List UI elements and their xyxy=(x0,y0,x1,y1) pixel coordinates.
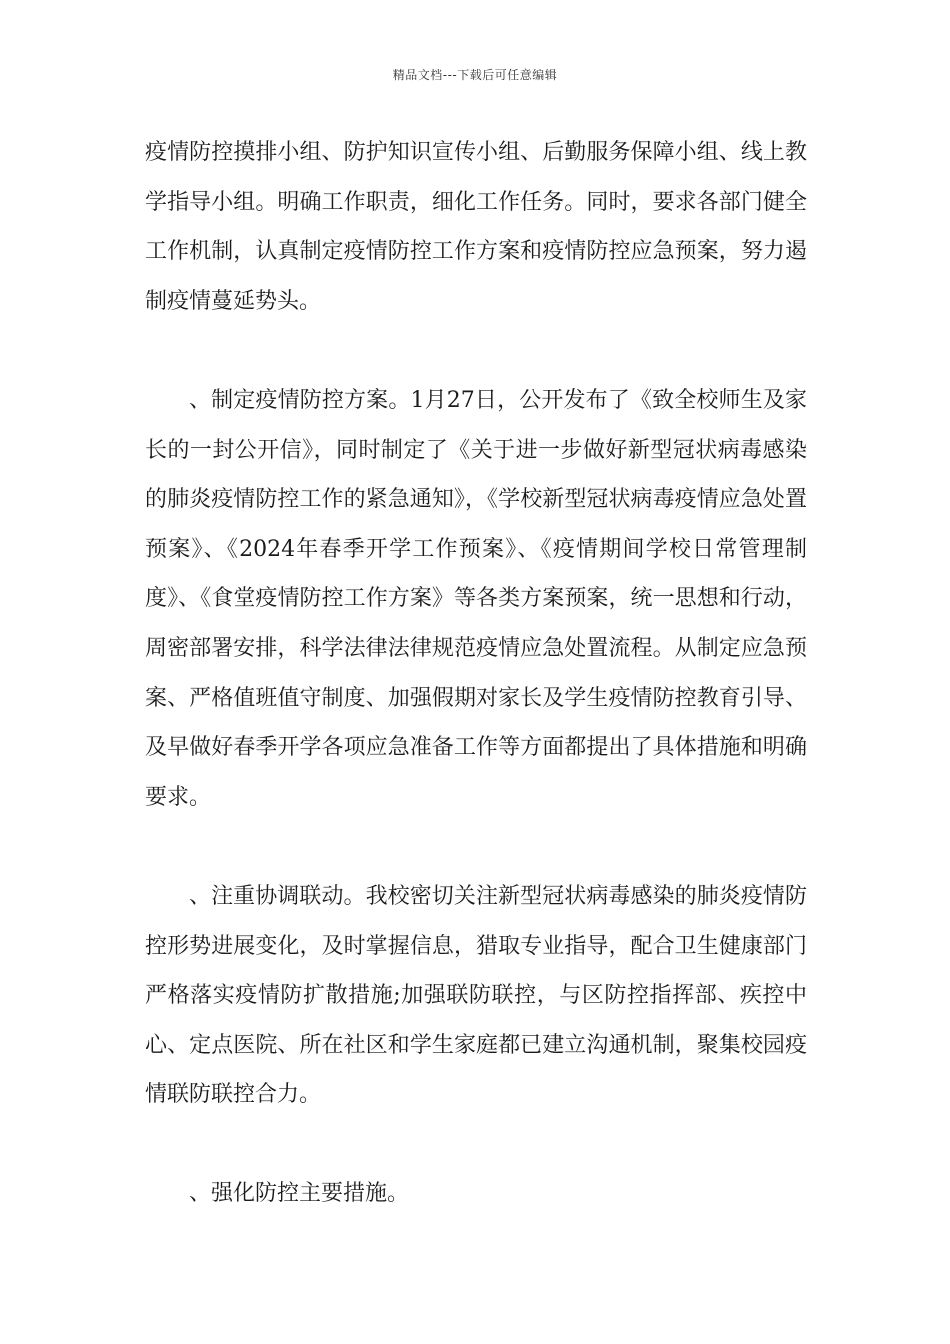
paragraph-gap xyxy=(145,1120,807,1170)
document-body xyxy=(145,128,807,1219)
paragraph-prevention-plan: 、制定疫情防控方案。1月27日，公开发布了《致全校师生及家长的一封公开信》，同时制定了《关于进一步做好新型冠状病毒感染的肺炎疫情防控工作的紧急通知》，《学校新型冠状病毒疫情应急处置预案》、《2024年春季开学工作预案》、《疫情期间学校日常管理制度》、《食堂疫情防控工作方案》等各类方案预案，统一思想和行动，周密部署安排，科学法律法律规范疫情应急处置流程。从制定应急预案、严格值班值守制度、加强假期对家长及学生疫情防控教育引导、及早做好春季开学各项应急准备工作等方面都提出了具体措施和明确要求。 xyxy=(145,387,807,810)
paragraph-coordination: 、注重协调联动。我校密切关注新型冠状病毒感染的肺炎疫情防控形势进展变化，及时掌握信息，猎取专业指导，配合卫生健康部门严格落实疫情防扩散措施;加强联防联控，与区防控指挥部、疾控中心、定点医院、所在社区和学生家庭都已建立沟通机制，聚集校园疫情联防联控合力。 xyxy=(145,883,807,1108)
paragraph-main-measures: 、强化防控主要措施。 xyxy=(189,1181,410,1207)
page-header: 精品文档---下载后可任意编辑 xyxy=(392,68,558,82)
paragraph-gap xyxy=(145,822,807,872)
paragraph-continuation: 疫情防控摸排小组、防护知识宣传小组、后勤服务保障小组、线上教学指导小组。明确工作职责，细化工作任务。同时，要求各部门健全工作机制，认真制定疫情防控工作方案和疫情防控应急预案，努力遏制疫情蔓延势头。 xyxy=(145,140,807,314)
paragraph-gap xyxy=(145,326,807,376)
